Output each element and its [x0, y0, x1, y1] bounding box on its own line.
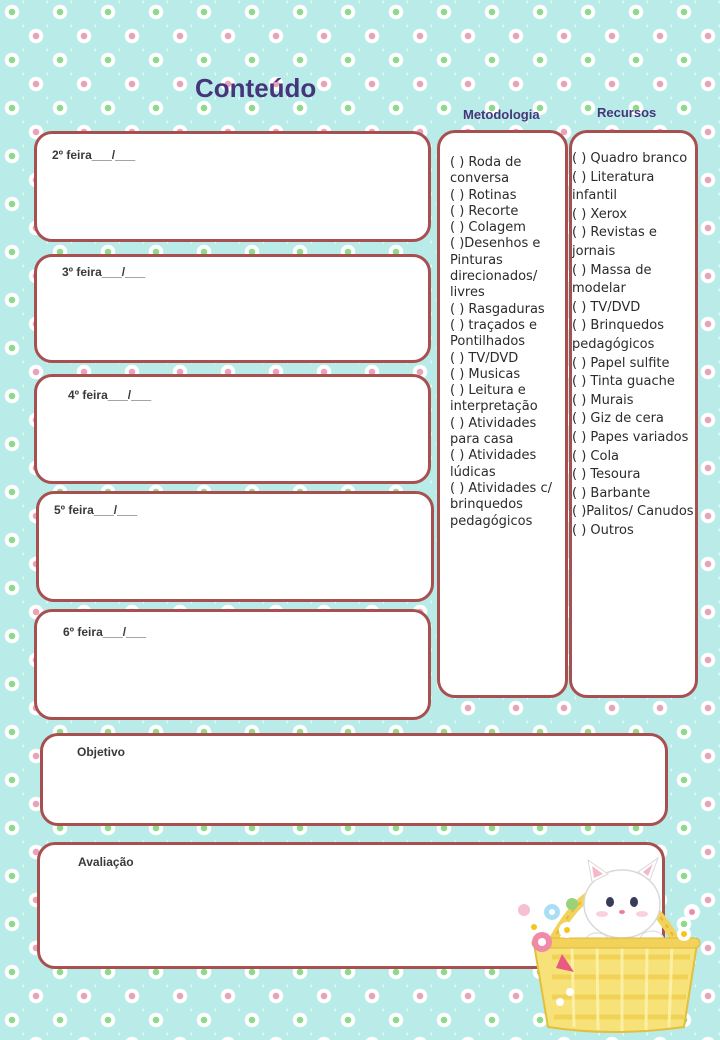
- recursos-item[interactable]: ( ) Tinta guache: [572, 374, 675, 390]
- metodologia-item[interactable]: ( ) Atividades c/ brinquedos pedagógicos: [450, 480, 552, 529]
- day-box-tuesday[interactable]: [34, 254, 431, 363]
- metodologia-item[interactable]: ( ) Colagem: [450, 220, 526, 236]
- metodologia-item[interactable]: ( ) TV/DVD: [450, 350, 519, 366]
- objetivo-box[interactable]: [40, 733, 668, 826]
- recursos-item[interactable]: ( ) Barbante: [572, 485, 651, 501]
- recursos-list: [572, 150, 694, 540]
- recursos-item[interactable]: ( ) Xerox: [572, 206, 628, 222]
- recursos-item[interactable]: ( ) Papel sulfite: [572, 355, 670, 371]
- day-label: 5º feira___/___: [54, 503, 138, 517]
- page-title: Conteúdo: [195, 73, 317, 103]
- metodologia-item[interactable]: ( ) Recorte: [450, 203, 519, 219]
- recursos-item[interactable]: ( ) Murais: [572, 392, 634, 408]
- recursos-item[interactable]: ( ) Papes variados: [572, 429, 689, 445]
- day-label: 2º feira___/___: [52, 148, 136, 162]
- metodologia-item[interactable]: ( )Desenhos e Pinturas direcionados/ livres: [450, 236, 541, 301]
- recursos-item[interactable]: ( ) Outros: [572, 522, 634, 538]
- day-box-friday[interactable]: [34, 609, 431, 720]
- objetivo-label: Objetivo: [77, 745, 126, 759]
- day-box-thursday[interactable]: [36, 491, 434, 602]
- kitten-in-basket-icon: [512, 842, 712, 1037]
- metodologia-item[interactable]: ( ) Rasgaduras: [450, 301, 545, 317]
- recursos-item[interactable]: ( ) Literatura infantil: [572, 169, 655, 204]
- metodologia-item[interactable]: ( ) Roda de conversa: [450, 155, 522, 187]
- recursos-item[interactable]: ( ) Tesoura: [572, 467, 641, 483]
- recursos-item[interactable]: ( )Palitos/ Canudos: [572, 504, 694, 520]
- day-label: 6º feira___/___: [63, 625, 147, 639]
- recursos-item[interactable]: ( ) Brinquedos pedagógicos: [572, 318, 664, 352]
- day-box-monday[interactable]: [34, 131, 431, 242]
- day-label: 4º feira___/___: [68, 388, 152, 402]
- metodologia-item[interactable]: ( ) Leitura e interpretação: [450, 383, 538, 415]
- metodologia-item[interactable]: ( ) Rotinas: [450, 187, 517, 203]
- recursos-item[interactable]: ( ) TV/DVD: [572, 299, 641, 315]
- metodologia-list: [450, 155, 560, 530]
- metodologia-item[interactable]: ( ) Atividades lúdicas: [450, 448, 537, 480]
- recursos-item[interactable]: ( ) Revistas e jornais: [572, 225, 657, 259]
- recursos-item[interactable]: ( ) Massa de modelar: [572, 262, 652, 297]
- recursos-item[interactable]: ( ) Cola: [572, 448, 620, 464]
- day-box-wednesday[interactable]: [34, 374, 431, 484]
- metodologia-item[interactable]: ( ) Atividades para casa: [450, 415, 537, 448]
- recursos-item[interactable]: ( ) Giz de cera: [572, 411, 664, 427]
- avaliacao-label: Avaliação: [78, 855, 134, 869]
- metodologia-item[interactable]: ( ) traçados e Pontilhados: [450, 317, 538, 350]
- day-label: 3º feira___/___: [62, 265, 146, 279]
- recursos-heading: Recursos: [597, 105, 657, 120]
- recursos-item[interactable]: ( ) Quadro branco: [572, 151, 688, 166]
- metodologia-heading: Metodologia: [463, 107, 540, 122]
- metodologia-item[interactable]: ( ) Musicas: [450, 366, 521, 382]
